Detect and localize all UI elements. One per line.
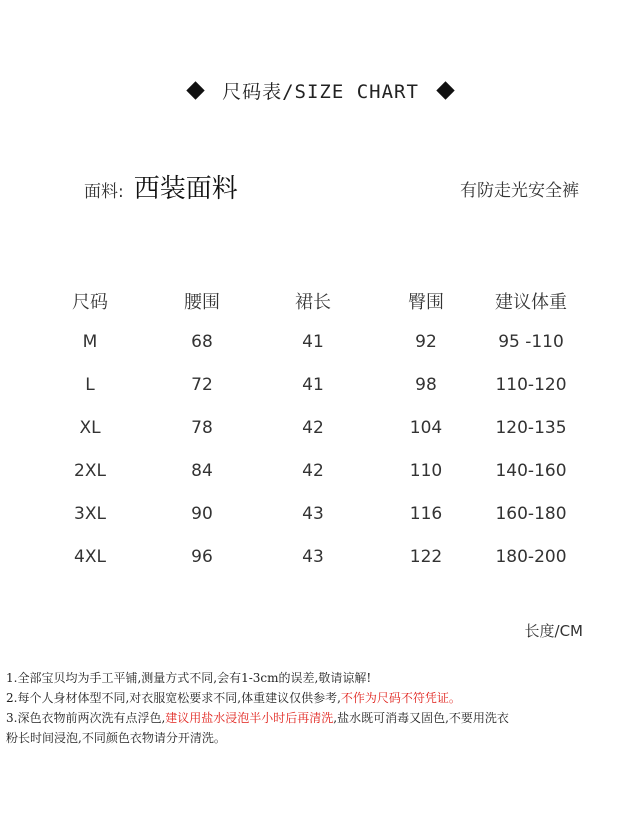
cell-skirt-length: 41 — [302, 375, 324, 395]
cell-weight: 180-200 — [495, 547, 567, 567]
note-3 — [6, 708, 636, 728]
header-weight: 建议体重 — [495, 292, 567, 313]
diamond-right-icon — [436, 81, 454, 99]
title-row — [0, 72, 641, 108]
material-label: 面料: — [84, 182, 124, 202]
material-info — [84, 168, 238, 205]
cell-skirt-length: 41 — [302, 332, 324, 352]
cell-skirt-length: 42 — [302, 461, 324, 481]
cell-waist: 90 — [191, 504, 213, 524]
cell-skirt-length: 42 — [302, 418, 324, 438]
cell-waist: 84 — [191, 461, 213, 481]
note-3-warning: 建议用盐水浸泡半小时后再清洗 — [165, 711, 334, 725]
note-2-warning: 不作为尺码不符凭证。 — [340, 691, 461, 705]
material-value: 西装面料 — [133, 174, 238, 204]
cell-waist: 96 — [191, 547, 213, 567]
safety-note: 有防走光安全裤 — [460, 181, 579, 201]
note-1: 1.全部宝贝均为手工平铺,测量方式不同,会有1-3cm的误差,敬请谅解! — [6, 671, 372, 685]
cell-weight: 110-120 — [495, 375, 567, 395]
page-title: 尺码表/SIZE CHART — [222, 80, 419, 103]
cell-weight: 160-180 — [495, 504, 567, 524]
cell-size: 2XL — [74, 461, 106, 481]
cell-weight: 95 -110 — [498, 332, 564, 352]
cell-size: 3XL — [74, 504, 106, 524]
note-3-text-end: ,盐水既可消毒又固色,不要用洗衣 — [333, 711, 509, 725]
diamond-left-icon — [186, 81, 204, 99]
header-hip: 臀围 — [408, 292, 444, 313]
cell-hip: 116 — [409, 504, 443, 524]
cell-size: XL — [79, 418, 101, 438]
cell-hip: 104 — [409, 418, 443, 438]
cell-skirt-length: 43 — [302, 504, 324, 524]
cell-hip: 110 — [409, 461, 443, 481]
note-3-text: 3.深色衣物前两次洗有点浮色, — [6, 711, 166, 725]
care-notes — [6, 668, 636, 748]
cell-skirt-length: 43 — [302, 547, 324, 567]
cell-waist: 68 — [191, 332, 213, 352]
unit-label: 长度/CM — [524, 622, 583, 640]
note-2-text: 2.每个人身材体型不同,对衣服宽松要求不同,体重建议仅供参考, — [6, 691, 341, 705]
cell-size: 4XL — [74, 547, 106, 567]
note-4: 粉长时间浸泡,不同颜色衣物请分开清洗。 — [6, 731, 226, 745]
header-waist: 腰围 — [184, 292, 220, 313]
header-size: 尺码 — [72, 292, 108, 313]
cell-hip: 122 — [409, 547, 443, 567]
cell-weight: 120-135 — [495, 418, 567, 438]
cell-weight: 140-160 — [495, 461, 567, 481]
cell-hip: 92 — [415, 332, 437, 352]
cell-waist: 72 — [191, 375, 213, 395]
cell-waist: 78 — [191, 418, 213, 438]
cell-size: M — [82, 332, 98, 352]
header-skirt-length: 裙长 — [295, 292, 331, 313]
cell-size: L — [85, 375, 95, 395]
cell-hip: 98 — [415, 375, 437, 395]
note-2 — [6, 688, 636, 708]
